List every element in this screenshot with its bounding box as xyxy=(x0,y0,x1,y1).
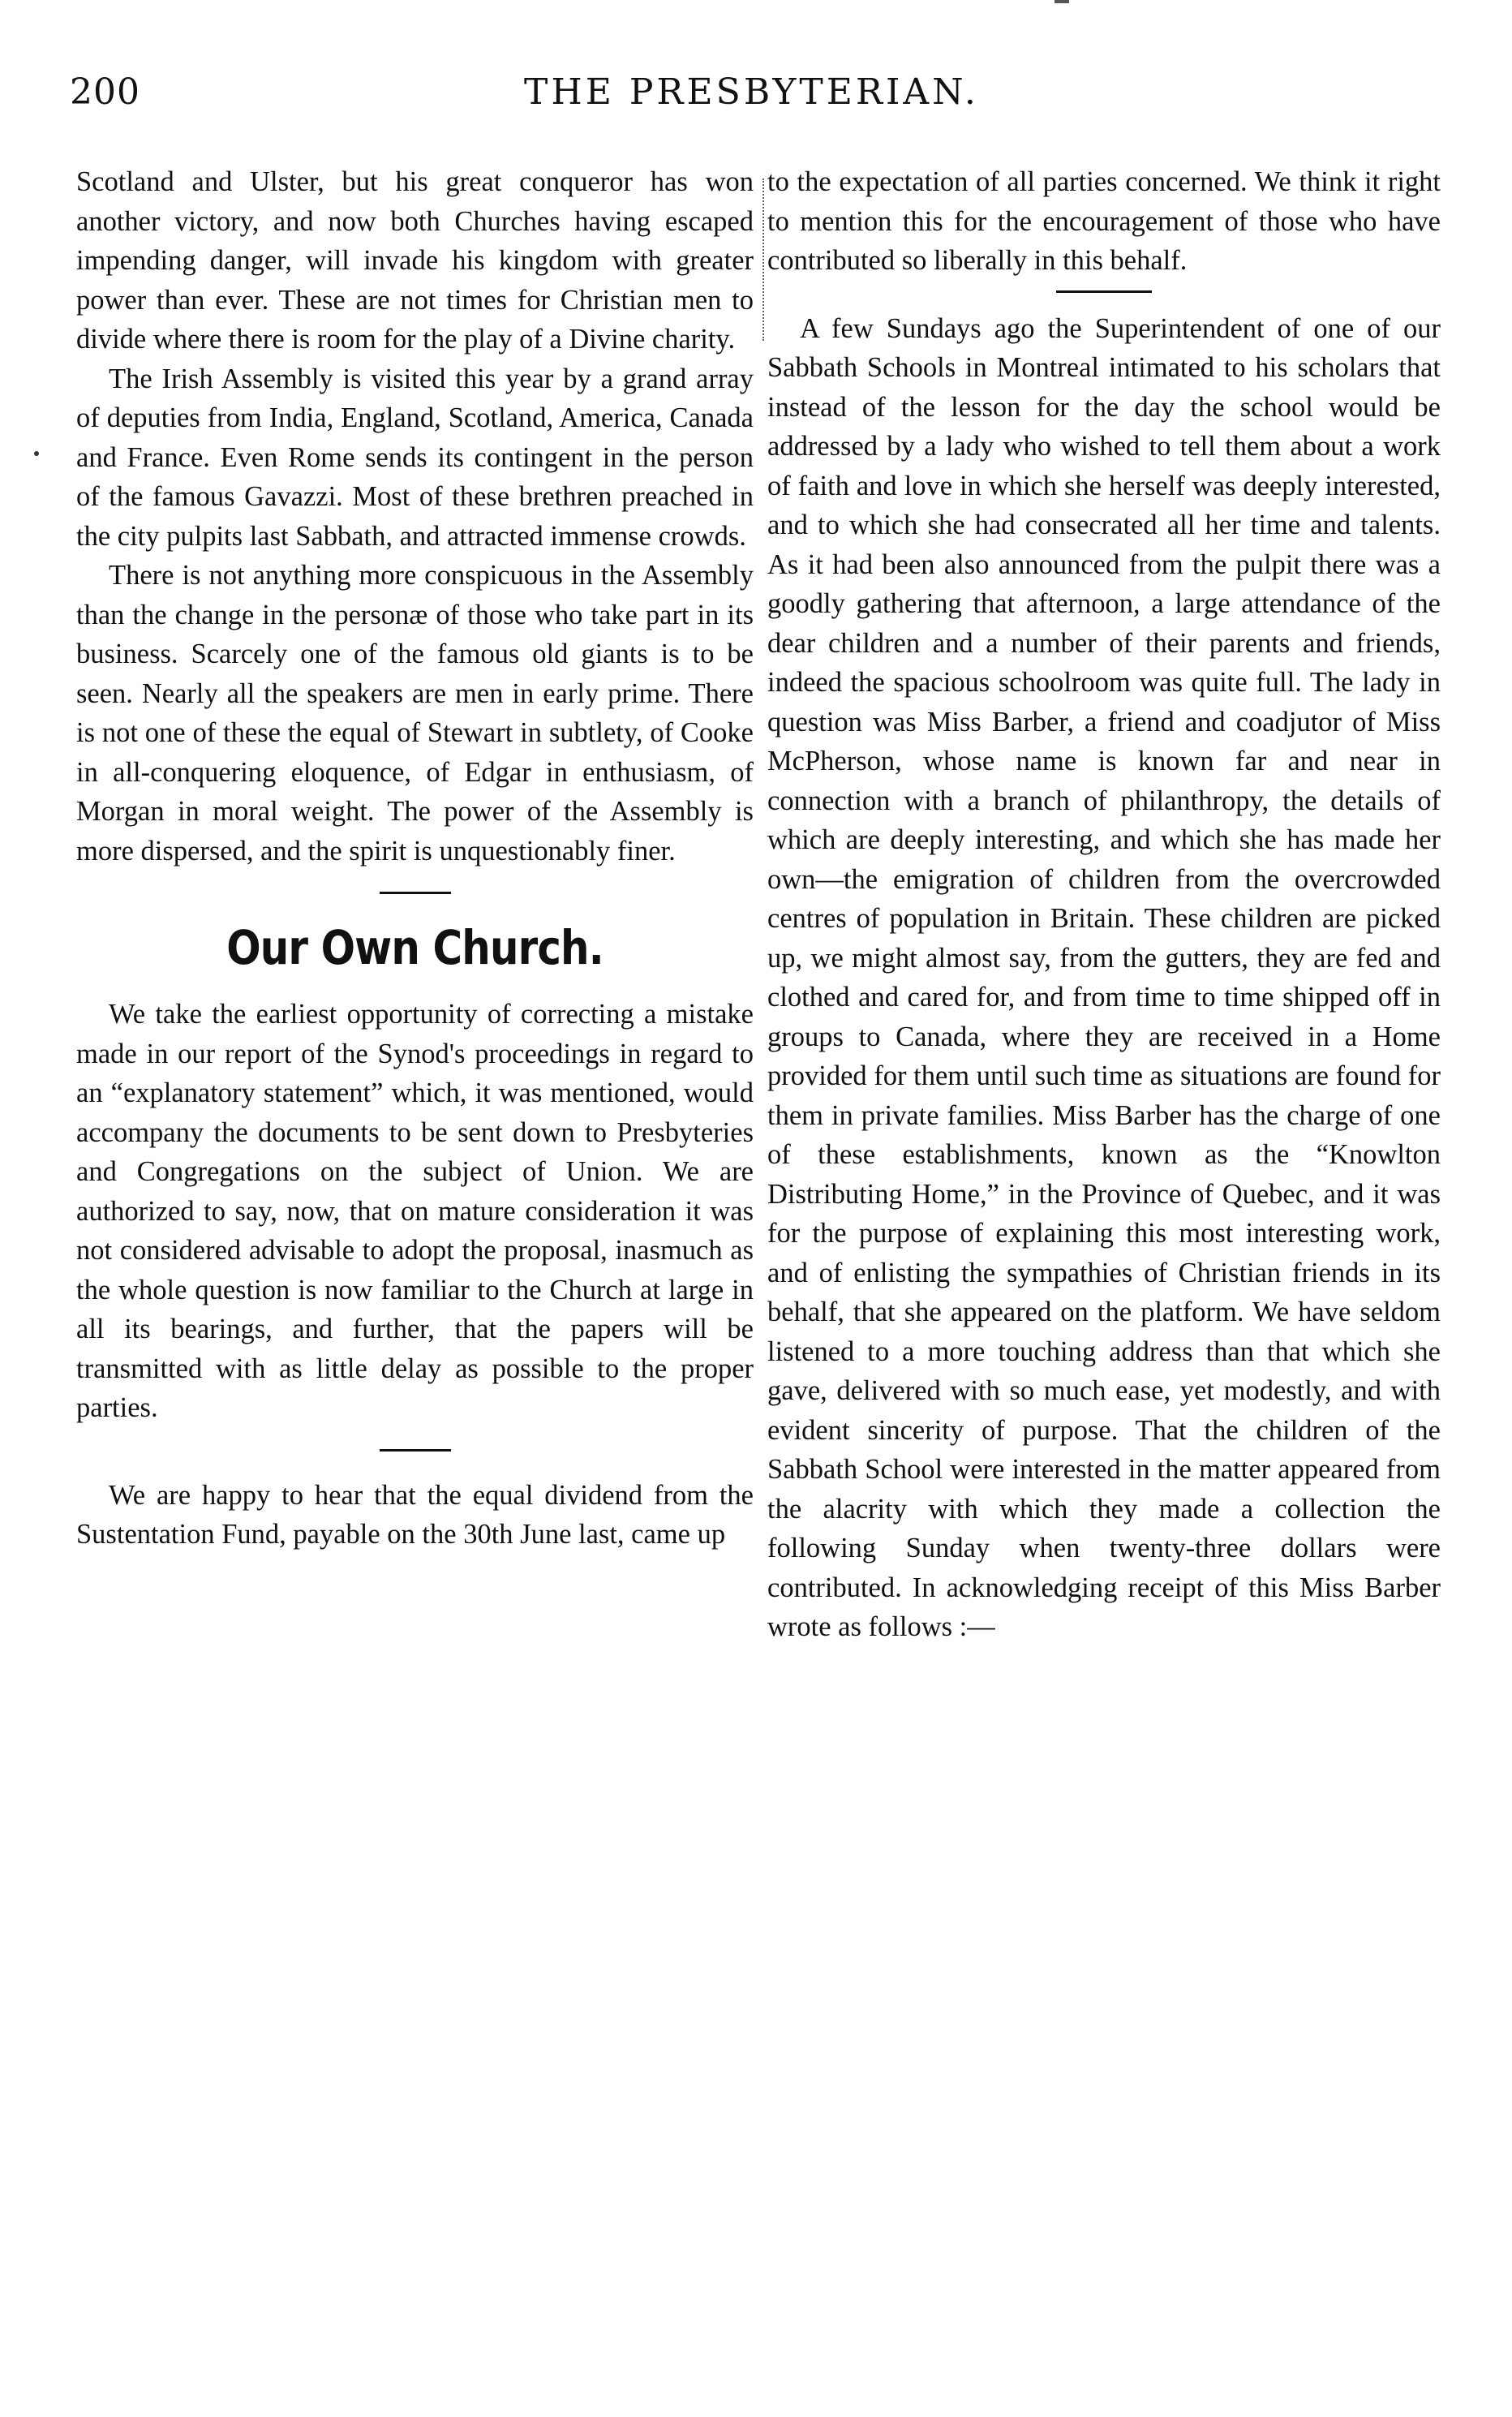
running-title: THE PRESBYTERIAN. xyxy=(524,71,979,113)
ink-speck xyxy=(34,451,39,456)
section-divider xyxy=(1056,290,1152,293)
paragraph: There is not anything more conspicuous in the Assembly than the change in the personæ of those who take part in its business. Scarcely one of the famous old giants is to be seen. Nearly all the speakers are men in early prime. There is not one of these the equal of Stewart in subtlety, of Cooke in all-conquering eloquence, of Edgar in enthusiasm, of Morgan in moral weight. The power of the Assembly is more dispersed, and the spirit is unquestionably finer. xyxy=(76,560,754,867)
print-mark xyxy=(1055,0,1069,3)
paragraph: to the expectation of all parties concerned. We think it right to mention this for the encouragement of those who have contributed so liberally in this behalf. xyxy=(767,166,1441,276)
paragraph: We are happy to hear that the equal dividend from the Sustentation Fund, payable on the 30th June last, came up xyxy=(76,1479,754,1550)
paragraph: Scotland and Ulster, but his great conqueror has won another victory, and now both Churches having escaped impending danger, will invade his kingdom with greater power than ever. These are not times for Christian men to divide where there is room for the play of a Divine charity. xyxy=(76,166,754,355)
paragraph: A few Sundays ago the Superintendent of one of our Sabbath Schools in Montreal intimated to his scholars that instead of the lesson for the day the school would be addressed by a lady who wished to tell them about a work of faith and love in which she herself was deeply interested, and to which she had consecrated all her time and talents. As it had been also announced from the pulpit there was a goodly gathering that afternoon, a large attendance of the dear children and a number of their parents and friends, indeed the spacious schoolroom was quite full. The lady in question was Miss Barber, a friend and coadjutor of Miss McPherson, whose name is known far and near in connection with a branch of philanthropy, the details of which are deeply interesting, and which she has made her own—the emigration of children from the overcrowded centres of population in Britain. These children are picked up, we might almost say, from the gutters, they are fed and clothed and cared for, and from time to time shipped off in groups to Canada, where they are received in a Home provided for them until such time as situations are found for them in private families. Miss Barber has the charge of one of these establishments, known as the “Knowlton Distributing Home,” in the Province of Quebec, and it was for the purpose of explaining this most interesting work, and of enlisting the sympathies of Christian friends in its behalf, that she appeared on the platform. We have seldom listened to a more touching address than that which she gave, delivered with so much ease, yet modestly, and with evident sincerity of purpose. That the children of the Sabbath School were interested in the matter appeared from the alacrity with which they made a collection the following Sunday when twenty-three dollars were contributed. In acknowledging receipt of this Miss Barber wrote as follows :— xyxy=(767,312,1441,1642)
section-divider xyxy=(380,892,451,894)
paragraph: The Irish Assembly is visited this year by a grand array of deputies from India, England, Scotland, America, Canada and France. Even Rome sends its contingent in the person of the famous Gavazzi. Most of these brethren preached in the city pulpits last Sabbath, and attracted immense crowds. xyxy=(76,363,754,552)
right-column xyxy=(767,162,1441,1647)
column-rule xyxy=(762,178,766,341)
paragraph: We take the earliest opportunity of correcting a mistake made in our report of the Synod's proceedings in regard to an “explanatory statement” which, it was mentioned, would accompany the documents to be sent down to Presbyteries and Congregations on the subject of Union. We are authorized to say, now, that on mature consideration it was not considered advisable to adopt the proposal, inasmuch as the whole question is now familiar to the Church at large in all its bearings, and further, that the papers will be transmitted with as little delay as possible to the proper parties. xyxy=(76,999,754,1423)
page-header xyxy=(70,71,1449,136)
page-number: 200 xyxy=(70,71,140,113)
section-divider xyxy=(380,1449,451,1451)
left-column xyxy=(76,162,754,1555)
section-heading: Our Own Church. xyxy=(226,920,604,975)
